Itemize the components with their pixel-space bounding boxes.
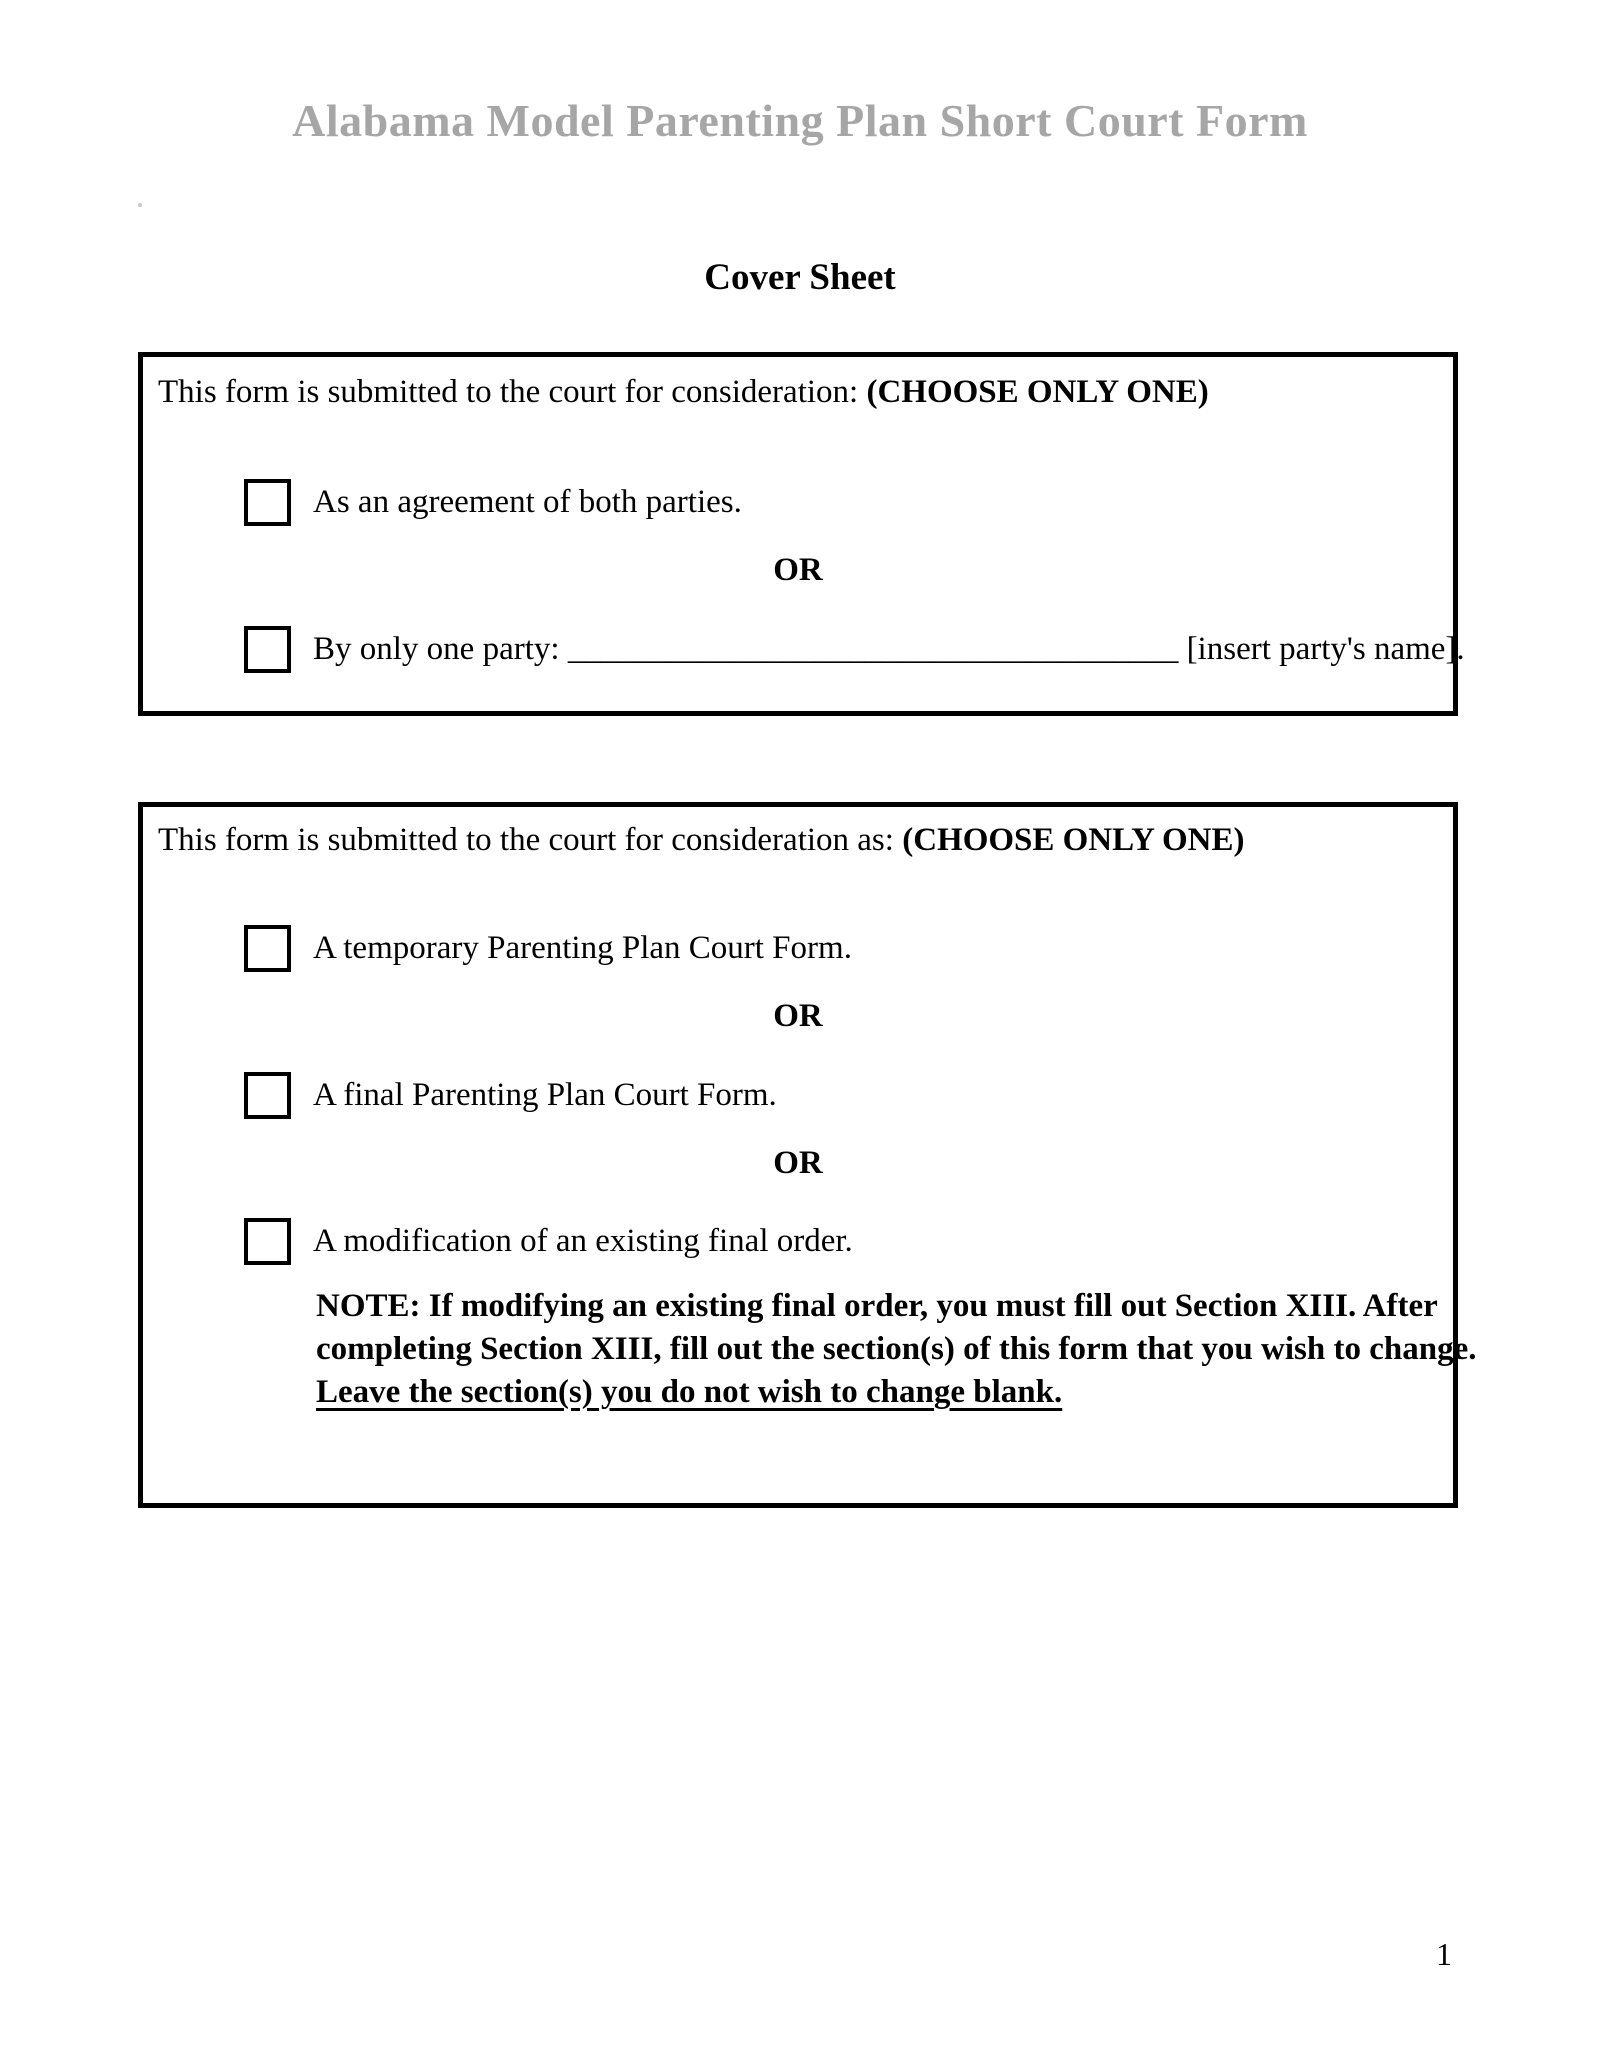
option-label-modification: A modification of an existing final order. (313, 1223, 853, 1259)
checkbox-one-party[interactable] (244, 626, 291, 673)
option-label-agreement-both-parties: As an agreement of both parties. (313, 484, 742, 520)
option-row-one-party (244, 626, 1465, 673)
option-label-one-party (313, 631, 1465, 668)
box1-header (158, 372, 1443, 412)
note-line-1: NOTE: If modifying an existing final order, you must fill out Section XIII. After (316, 1288, 1438, 1324)
box2-header-text: This form is submitted to the court for consideration as: (158, 822, 903, 858)
box2-choose-only-one: (CHOOSE ONLY ONE) (902, 822, 1245, 858)
checkbox-temporary-plan[interactable] (244, 925, 291, 972)
note-line-2: completing Section XIII, fill out the section(s) of this form that you wish to change. (316, 1331, 1477, 1367)
or-separator: OR (773, 1145, 823, 1181)
modification-note (316, 1285, 1477, 1414)
option-label-final-plan: A final Parenting Plan Court Form. (313, 1077, 777, 1113)
note-line-3: Leave the section(s) you do not wish to change blank. (316, 1374, 1063, 1410)
box2-header (158, 820, 1443, 860)
cover-sheet-heading: Cover Sheet (704, 257, 896, 298)
checkbox-agreement-both-parties[interactable] (244, 479, 291, 526)
option-label-temporary-plan: A temporary Parenting Plan Court Form. (313, 930, 852, 966)
checkbox-modification[interactable] (244, 1218, 291, 1265)
page-number: 1 (1436, 1936, 1452, 1972)
stray-mark (138, 203, 142, 207)
or-separator: OR (773, 998, 823, 1034)
option-row-final-plan (244, 1072, 777, 1119)
box1-choose-only-one: (CHOOSE ONLY ONE) (866, 374, 1209, 410)
box1-header-text: This form is submitted to the court for consideration: (158, 374, 867, 410)
checkbox-final-plan[interactable] (244, 1072, 291, 1119)
submission-party-box (138, 352, 1465, 716)
option-row-modification (244, 1218, 853, 1265)
insert-party-name-hint: [insert party's name]. (1178, 631, 1465, 667)
option-row-temporary-plan (244, 925, 852, 972)
party-name-blank-field[interactable]: _____________________________________ (567, 631, 1179, 667)
one-party-label: By only one party: (313, 631, 568, 667)
form-type-box (138, 802, 1477, 1508)
or-separator: OR (773, 552, 823, 588)
document-title: Alabama Model Parenting Plan Short Court Form (292, 95, 1308, 146)
option-row-agreement-both-parties (244, 479, 742, 526)
